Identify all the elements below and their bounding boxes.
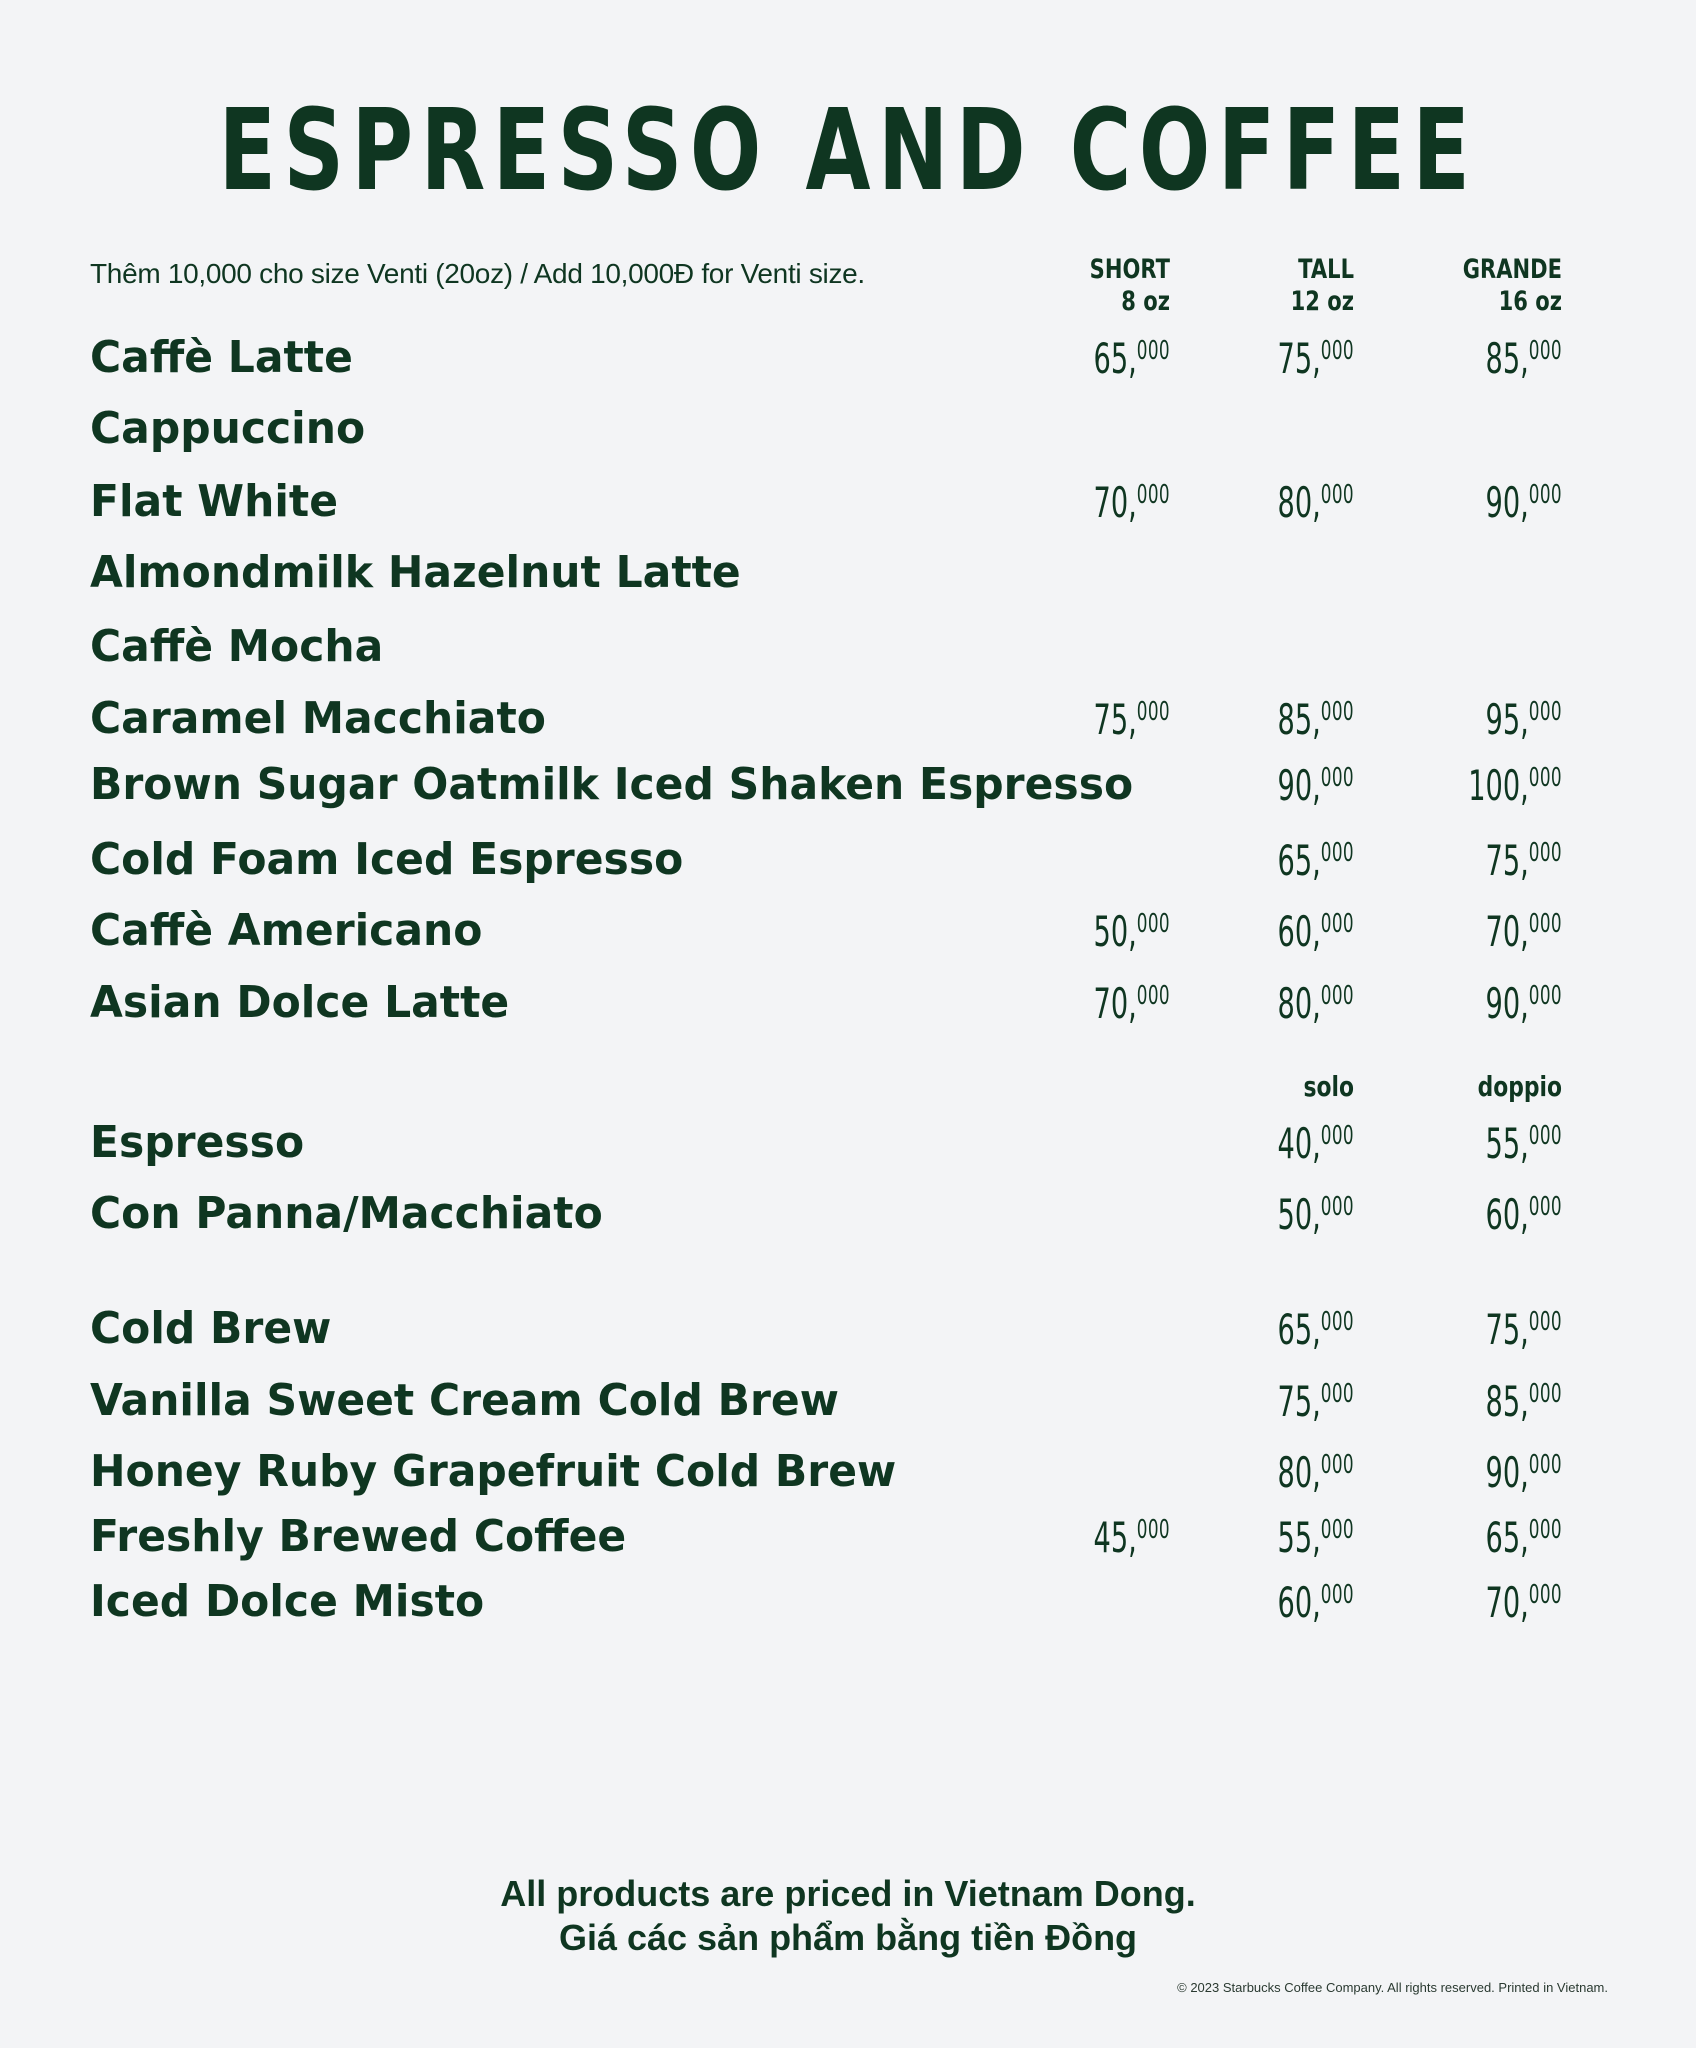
price-suffix: 000 [1136,480,1170,510]
price-suffix: 000 [1528,697,1562,727]
price-suffix: 000 [1320,838,1354,868]
price-short [1012,979,1170,1028]
menu-item-name: Flat White [90,476,339,527]
price-suffix: 000 [1136,981,1170,1011]
footer-currency-note-vi: Giá các sản phẩm bằng tiền Đồng [558,1917,1138,1958]
price-main: 85, [1485,1377,1529,1426]
price-tall [1196,979,1354,1028]
price-suffix: 000 [1528,1515,1562,1545]
price-main: 55, [1277,1513,1321,1562]
price-main: 50, [1277,1190,1321,1239]
price-main: 60, [1485,1190,1529,1239]
menu-item-name: Brown Sugar Oatmilk Iced Shaken Espresso [90,759,1134,810]
price-tall [1196,334,1354,383]
price-main: 65, [1277,836,1321,885]
menu-item-name: Cold Foam Iced Espresso [90,834,684,885]
price-tall [1196,1448,1354,1497]
menu-item-name: Caramel Macchiato [90,693,546,744]
price-main: 90, [1277,761,1321,810]
price-main: 65, [1093,334,1137,383]
price-suffix: 000 [1320,697,1354,727]
size-name: TALL [1298,254,1354,285]
price-suffix: 000 [1136,336,1170,366]
price-main: 85, [1485,334,1529,383]
price-short [1012,334,1170,383]
price-suffix: 000 [1528,336,1562,366]
price-grande [1404,478,1562,527]
price-suffix: 000 [1320,1580,1354,1610]
menu-item-name: Almondmilk Hazelnut Latte [90,547,741,598]
price-suffix: 000 [1320,909,1354,939]
price-suffix: 000 [1320,1450,1354,1480]
price-suffix: 000 [1320,336,1354,366]
price-tall [1196,1513,1354,1562]
price-main: 75, [1485,1305,1529,1354]
price-suffix: 000 [1320,1192,1354,1222]
price-main: 75, [1277,1377,1321,1426]
price-main: 60, [1277,1578,1321,1627]
price-main: 40, [1277,1119,1321,1168]
price-main: 70, [1485,907,1529,956]
price-main: 100, [1468,761,1529,810]
espresso-header-doppio: doppio [1477,1070,1562,1103]
size-header-grande [1406,254,1562,318]
price-suffix: 000 [1136,697,1170,727]
size-oz: 16 oz [1498,286,1562,317]
menu-item-name: Freshly Brewed Coffee [90,1511,627,1562]
menu-item-name: Con Panna/Macchiato [90,1188,603,1239]
price-suffix: 000 [1528,1192,1562,1222]
price-tall [1196,1578,1354,1627]
size-name: SHORT [1089,254,1170,285]
copyright-text: © 2023 Starbucks Coffee Company. All rights reserved. Printed in Vietnam. [1177,1980,1608,1995]
price-tall [1196,836,1354,885]
price-main: 90, [1485,979,1529,1028]
menu-item-name: Cappuccino [90,403,366,454]
price-grande [1404,1513,1562,1562]
price-suffix: 000 [1528,480,1562,510]
price-tall [1196,1119,1354,1168]
price-short [1012,907,1170,956]
price-grande [1404,1190,1562,1239]
size-oz: 8 oz [1121,286,1170,317]
price-short [1012,478,1170,527]
price-suffix: 000 [1136,1515,1170,1545]
price-suffix: 000 [1528,1580,1562,1610]
price-suffix: 000 [1528,1379,1562,1409]
price-suffix: 000 [1528,838,1562,868]
price-tall [1196,478,1354,527]
price-main: 70, [1093,478,1137,527]
menu-item-name: Vanilla Sweet Cream Cold Brew [90,1375,839,1426]
venti-size-note: Thêm 10,000 cho size Venti (20oz) / Add 10,000Đ for Venti size. [90,258,865,289]
price-main: 60, [1277,907,1321,956]
price-main: 55, [1485,1119,1529,1168]
menu-item-name: Caffè Americano [90,905,483,956]
size-header-tall [1198,254,1354,318]
price-main: 80, [1277,1448,1321,1497]
price-tall [1196,1377,1354,1426]
price-grande [1404,761,1562,810]
price-tall [1196,1305,1354,1354]
size-oz: 12 oz [1290,286,1354,317]
price-main: 75, [1485,836,1529,885]
price-suffix: 000 [1528,1450,1562,1480]
price-main: 75, [1093,695,1137,744]
price-suffix: 000 [1320,1515,1354,1545]
price-tall [1196,695,1354,744]
price-suffix: 000 [1320,480,1354,510]
price-grande [1404,1119,1562,1168]
price-main: 70, [1485,1578,1529,1627]
price-suffix: 000 [1320,1307,1354,1337]
price-suffix: 000 [1528,981,1562,1011]
size-header-short [1014,254,1170,318]
price-main: 90, [1485,478,1529,527]
price-grande [1404,334,1562,383]
price-suffix: 000 [1320,981,1354,1011]
espresso-header-solo: solo [1303,1070,1354,1103]
price-grande [1404,1578,1562,1627]
price-suffix: 000 [1320,1379,1354,1409]
menu-item-name: Espresso [90,1117,305,1168]
price-short [1012,1513,1170,1562]
menu-item-name: Caffè Mocha [90,621,384,672]
price-short [1012,695,1170,744]
price-main: 80, [1277,478,1321,527]
price-tall [1196,907,1354,956]
price-main: 80, [1277,979,1321,1028]
price-main: 45, [1093,1513,1137,1562]
price-grande [1404,695,1562,744]
price-suffix: 000 [1320,1121,1354,1151]
price-grande [1404,907,1562,956]
price-suffix: 000 [1528,763,1562,793]
price-suffix: 000 [1528,909,1562,939]
price-suffix: 000 [1136,909,1170,939]
price-suffix: 000 [1528,1307,1562,1337]
price-main: 70, [1093,979,1137,1028]
footer-currency-note-en: All products are priced in Vietnam Dong. [500,1873,1196,1914]
price-tall [1196,761,1354,810]
menu-item-name: Honey Ruby Grapefruit Cold Brew [90,1446,897,1497]
price-grande [1404,1448,1562,1497]
price-main: 65, [1485,1513,1529,1562]
price-main: 95, [1485,695,1529,744]
price-grande [1404,836,1562,885]
price-suffix: 000 [1528,1121,1562,1151]
price-main: 50, [1093,907,1137,956]
menu-item-name: Cold Brew [90,1303,332,1354]
price-main: 85, [1277,695,1321,744]
size-name: GRANDE [1462,254,1562,285]
price-main: 90, [1485,1448,1529,1497]
price-main: 75, [1277,334,1321,383]
price-grande [1404,1377,1562,1426]
price-grande [1404,1305,1562,1354]
menu-item-name: Asian Dolce Latte [90,977,510,1028]
menu-item-name: Caffè Latte [90,332,353,383]
price-tall [1196,1190,1354,1239]
price-suffix: 000 [1320,763,1354,793]
price-grande [1404,979,1562,1028]
page-title: ESPRESSO AND COFFEE [218,86,1478,216]
menu-item-name: Iced Dolce Misto [90,1576,485,1627]
price-main: 65, [1277,1305,1321,1354]
